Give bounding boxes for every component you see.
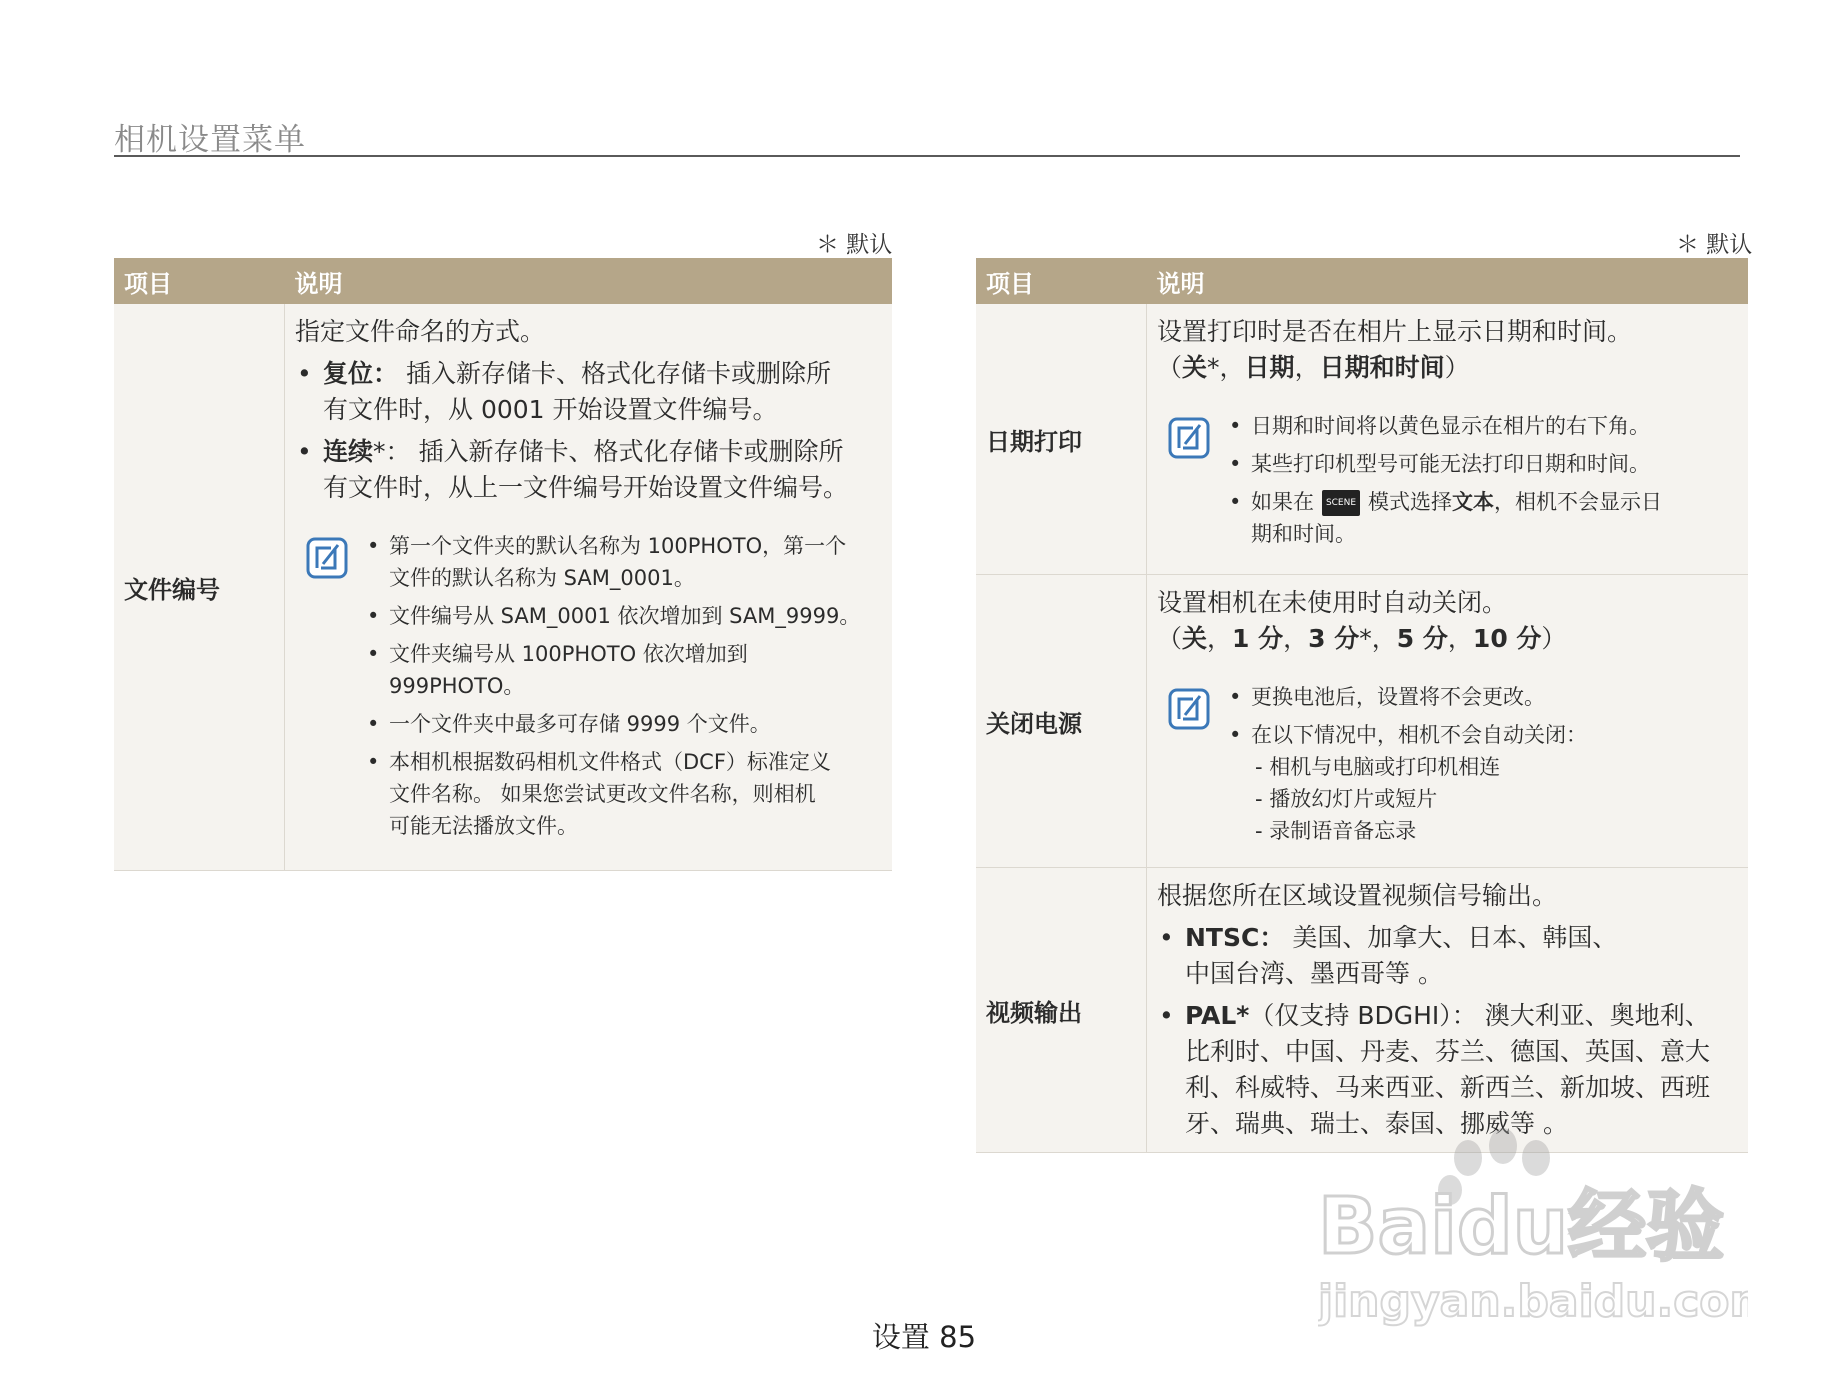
sub-item: - 相机与电脑或打印机相连: [1255, 755, 1501, 779]
paw-logo-icon: [1318, 1128, 1748, 1328]
desc-video-out: [1147, 868, 1749, 1153]
table-row: [976, 868, 1748, 1153]
page-title: 相机设置菜单: [114, 122, 306, 158]
col-header-item: 项目: [114, 258, 285, 304]
option-suffix: ：: [373, 359, 399, 388]
note-list: [1227, 681, 1587, 853]
list-item: [295, 434, 880, 506]
option-text: 插入新存储卡、格式化存储卡或删除所: [418, 437, 844, 466]
list-item: • PAL*（仅支持 BDGHI）： 澳大利亚、奥地利、 比利时、中国、丹麦、芬兰、德国、英国、意大 利、科威特、马来西亚、新西兰、新加坡、西班 牙、瑞典、瑞士、泰国、挪威等 。: [1159, 1001, 1711, 1138]
note-icon: [305, 536, 349, 580]
desc-intro: 指定文件命名的方式。: [295, 317, 546, 346]
watermark-brand: Baidu经验: [1318, 1182, 1725, 1272]
item-video-out: 视频输出: [976, 868, 1147, 1153]
bullet-dot: •: [297, 437, 312, 466]
note-icon: [1167, 416, 1211, 460]
default-note-left: ＊ 默认: [816, 232, 893, 258]
baidu-watermark: [1318, 1128, 1748, 1328]
desc-power-off: [1147, 575, 1749, 868]
note-item: • 更换电池后，设置将不会更改。: [1229, 685, 1545, 709]
desc-intro: 设置打印时是否在相片上显示日期和时间。: [1157, 317, 1633, 346]
desc-intro: 根据您所在区域设置视频信号输出。: [1157, 881, 1558, 910]
col-header-desc: 说明: [1147, 258, 1749, 304]
sub-item: - 录制语音备忘录: [1255, 819, 1417, 843]
list-item: [295, 356, 880, 428]
desc-file-number: [285, 304, 893, 871]
note-list: [1227, 410, 1662, 556]
desc-date-print: [1147, 304, 1749, 575]
note-item: • 如果在 SCENE 模式选择文本，相机不会显示日 期和时间。: [1229, 490, 1662, 546]
title-rule: [114, 155, 1740, 157]
bullet-dot: •: [297, 359, 312, 388]
option-list: （关，1 分，3 分*，5 分，10 分）: [1157, 624, 1567, 653]
item-date-print: 日期打印: [976, 304, 1147, 575]
option-label: 连续: [323, 437, 374, 466]
option-list: （关*，日期，日期和时间）: [1157, 353, 1470, 382]
note-item: • 本相机根据数码相机文件格式（DCF）标准定义 文件名称。 如果您尝试更改文件名称，则相机 可能无法播放文件。: [367, 750, 831, 838]
option-label: 复位: [323, 359, 374, 388]
default-note-right: ＊ 默认: [1676, 232, 1753, 258]
table-header: [976, 258, 1748, 304]
file-number-table: [114, 258, 892, 871]
settings-table: [976, 258, 1748, 1153]
note-item: • 文件编号从 SAM_0001 依次增加到 SAM_9999。: [367, 604, 861, 628]
note-list: [365, 530, 860, 848]
col-header-desc: 说明: [285, 258, 893, 304]
note-icon: [1167, 687, 1211, 731]
desc-intro: 设置相机在未使用时自动关闭。: [1157, 588, 1508, 617]
note-item: • 第一个文件夹的默认名称为 100PHOTO，第一个 文件的默认名称为 SAM_0001。: [367, 534, 847, 590]
note-item: • 文件夹编号从 100PHOTO 依次增加到 999PHOTO。: [367, 642, 748, 698]
option-text: 有文件时，从上一文件编号开始设置文件编号。: [323, 473, 849, 502]
option-text: 有文件时，从 0001 开始设置文件编号。: [323, 395, 778, 424]
watermark-url: jingyan.baidu.com: [1318, 1276, 1748, 1327]
option-label: PAL*: [1185, 1001, 1250, 1030]
option-suffix: *：: [373, 437, 411, 466]
list-item: • NTSC： 美国、加拿大、日本、韩国、 中国台湾、墨西哥等 。: [1159, 923, 1618, 988]
note-item: • 在以下情况中，相机不会自动关闭： - 相机与电脑或打印机相连 - 播放幻灯片或短片 - 录制语音备忘录: [1227, 719, 1587, 847]
page-number: 85: [939, 1320, 977, 1354]
table-row: [114, 304, 892, 871]
item-file-number: 文件编号: [114, 304, 285, 871]
table-row: [976, 304, 1748, 575]
note-item: • 某些打印机型号可能无法打印日期和时间。: [1229, 452, 1650, 476]
option-label: NTSC: [1185, 923, 1260, 952]
col-header-item: 项目: [976, 258, 1147, 304]
note-item: • 日期和时间将以黄色显示在相片的右下角。: [1229, 414, 1650, 438]
footer-section: 设置: [871, 1320, 930, 1354]
scene-mode-icon: SCENE: [1322, 490, 1360, 516]
option-text: 插入新存储卡、格式化存储卡或删除所: [405, 359, 831, 388]
table-header: [114, 258, 892, 304]
sub-item: - 播放幻灯片或短片: [1255, 787, 1438, 811]
table-row: [976, 575, 1748, 868]
note-block: [1157, 410, 1736, 556]
item-power-off: 关闭电源: [976, 575, 1147, 868]
note-block: [295, 530, 880, 848]
note-item: • 一个文件夹中最多可存储 9999 个文件。: [367, 712, 771, 736]
page-footer: [0, 1315, 1848, 1356]
note-block: [1157, 681, 1736, 853]
